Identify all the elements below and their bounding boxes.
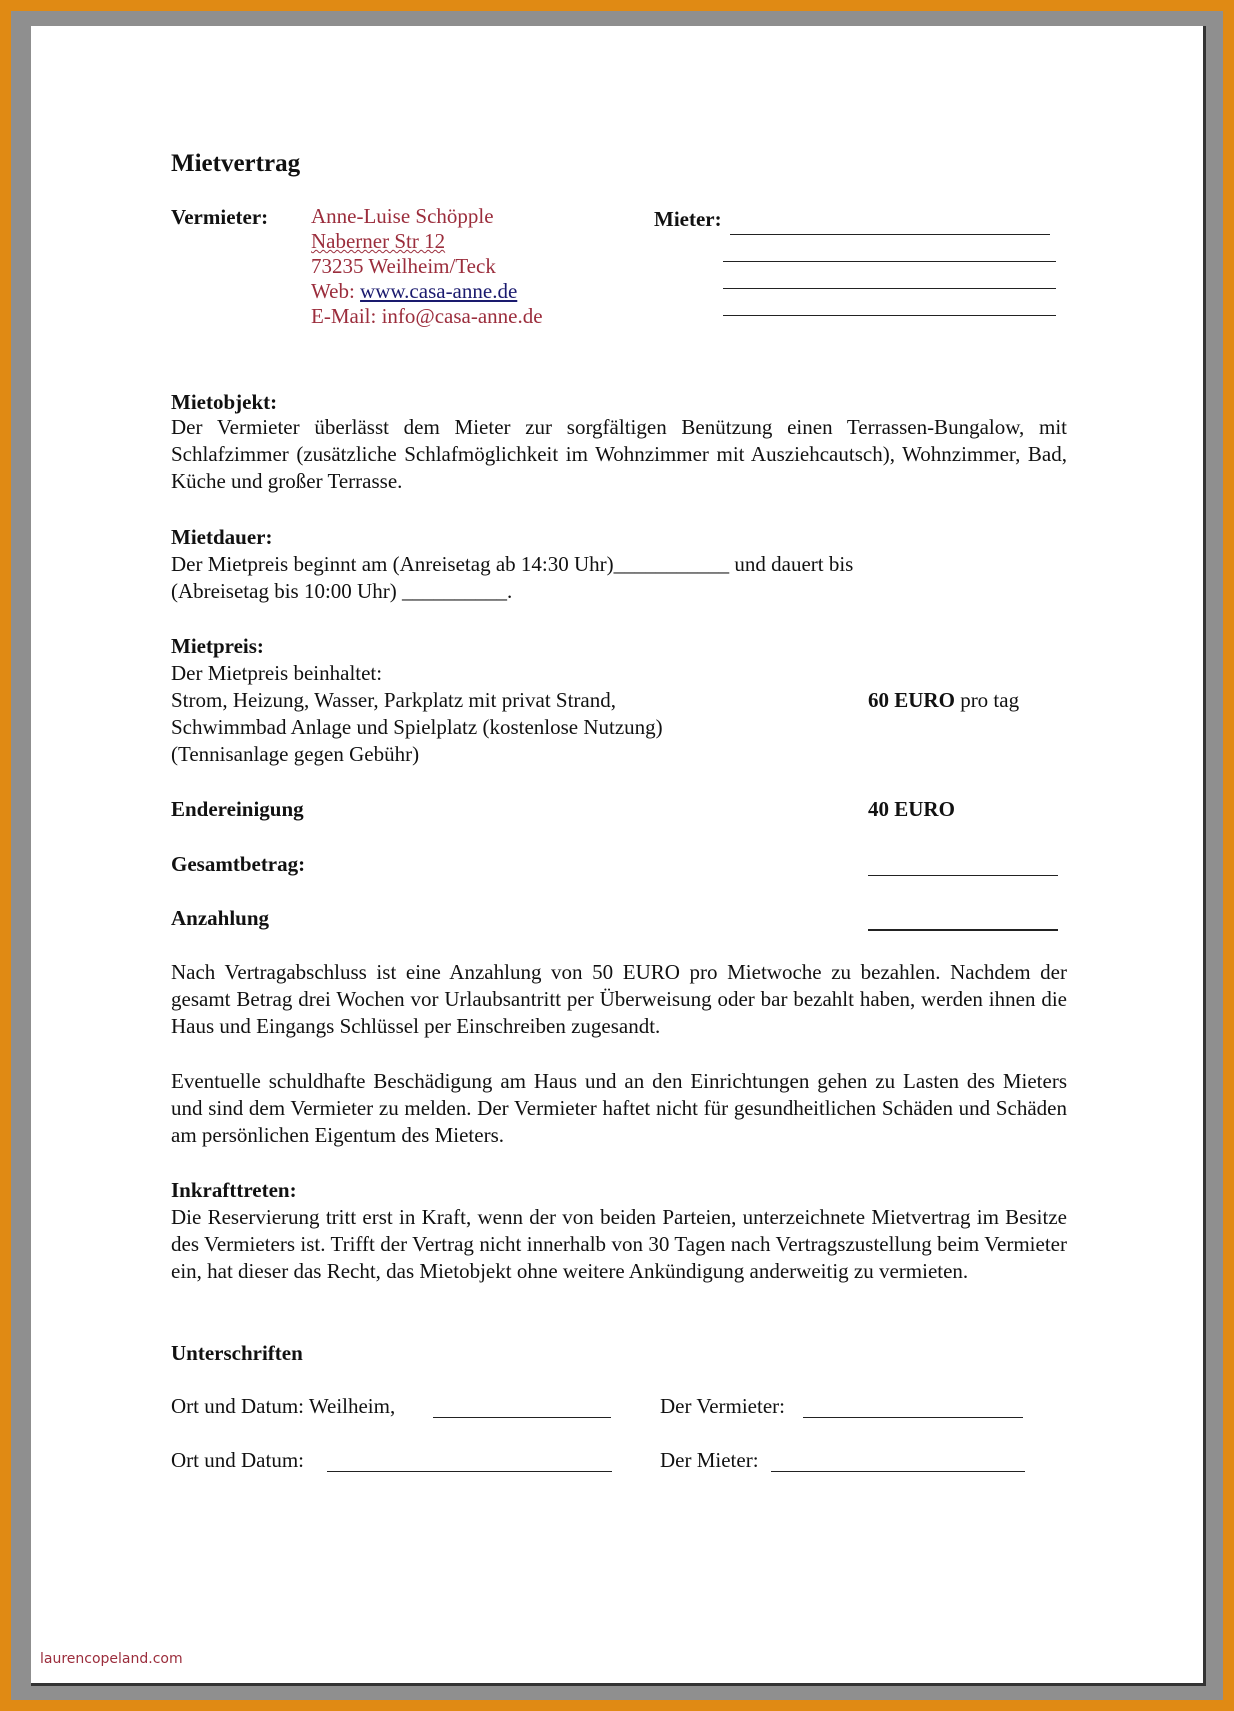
mietpreis-line-1: Der Mietpreis beinhaltet:: [171, 661, 383, 685]
mietdauer-line-1: Der Mietpreis beginnt am (Anreisetag ab 14:30 Uhr)___________ und dauert bis: [171, 552, 854, 576]
vermieter-sign-line: [803, 1417, 1023, 1418]
mietpreis-price: [868, 687, 1019, 714]
mieter-sign-line: [771, 1471, 1025, 1472]
mieter-line-4: [723, 315, 1056, 316]
vermieter-email: E-Mail: info@casa-anne.de: [311, 304, 543, 328]
unterschriften-heading: Unterschriften: [171, 1341, 303, 1365]
ort-datum-1-line: [433, 1417, 611, 1418]
watermark: laurencopeland.com: [40, 1651, 183, 1667]
mietobjekt-heading: Mietobjekt:: [171, 390, 278, 414]
vermieter-web: [311, 278, 517, 305]
mietobjekt-text: Der Vermieter überlässt dem Mieter zur sorgfältigen Benützung einen Terrassen-Bungalow, mit Schlafzimmer (zusätzliche Schlafmöglichkeit im Wohnzimmer mit Ausziehcautsch), Wohnzimmer, Bad, Küche und großer Terrasse.: [171, 415, 1067, 493]
mieter-line-1: [730, 234, 1050, 235]
document-title: Mietvertrag: [171, 150, 301, 177]
vermieter-sign-label: Der Vermieter:: [660, 1394, 785, 1418]
gesamtbetrag-line: [868, 875, 1058, 876]
mieter-line-3: [723, 288, 1056, 289]
endreinigung-value: 40 EURO: [868, 797, 955, 821]
mietpreis-heading: Mietpreis:: [171, 634, 264, 658]
mieter-label: Mieter:: [654, 207, 722, 231]
ort-datum-2-line: [327, 1471, 612, 1472]
anzahlung-line: [868, 929, 1058, 931]
endreinigung-label: Endereinigung: [171, 797, 304, 821]
web-label: Web:: [311, 279, 355, 303]
ort-datum-1: Ort und Datum: Weilheim,: [171, 1394, 396, 1418]
haftung-text: Eventuelle schuldhafte Beschädigung am Haus und an den Einrichtungen gehen zu Lasten des Mieters und sind dem Vermieter zu melden. Der Vermieter haftet nicht für gesundheitlichen Schäden und Schäden am persönlichen Eigentum des Mieters.: [171, 1069, 1067, 1147]
ort-datum-2: Ort und Datum:: [171, 1448, 304, 1472]
vermieter-street: [311, 228, 445, 255]
document-page: [31, 26, 1206, 1686]
mietpreis-line-4: (Tennisanlage gegen Gebühr): [171, 742, 420, 766]
anzahlung-label: Anzahlung: [171, 906, 270, 930]
anzahlung-text: Nach Vertragabschluss ist eine Anzahlung von 50 EURO pro Mietwoche zu bezahlen. Nachdem der gesamt Betrag drei Wochen vor Urlaubsantritt per Überweisung oder bar bezahlt haben, werden ihnen die Haus und Eingangs Schlüssel per Einschreiben zugesandt.: [171, 960, 1067, 1038]
mietdauer-heading: Mietdauer:: [171, 525, 273, 549]
vermieter-street-text: Naberner Str 12: [311, 229, 446, 253]
inkrafttreten-heading: Inkrafttreten:: [171, 1178, 297, 1202]
mietpreis-line-3: Schwimmbad Anlage und Spielplatz (kostenlose Nutzung): [171, 715, 663, 739]
mietdauer-line-2: (Abreisetag bis 10:00 Uhr) __________.: [171, 579, 513, 603]
price-value: 60 EURO: [868, 688, 955, 712]
mieter-sign-label: Der Mieter:: [660, 1448, 759, 1472]
price-unit: pro tag: [954, 688, 1020, 712]
vermieter-name: Anne-Luise Schöpple: [311, 204, 494, 228]
vermieter-label: Vermieter:: [171, 205, 269, 229]
web-link[interactable]: www.casa-anne.de: [360, 279, 518, 303]
inkrafttreten-text: Die Reservierung tritt erst in Kraft, wenn der von beiden Parteien, unterzeichnete Mietvertrag im Besitze des Vermieters ist. Trifft der Vertrag nicht innerhalb von 30 Tagen nach Vertragszustellung beim Vermieter ein, hat dieser das Recht, das Mietobjekt ohne weitere Ankündigung anderweitig zu vermieten.: [171, 1205, 1067, 1283]
vermieter-city: 73235 Weilheim/Teck: [311, 254, 496, 278]
mietpreis-line-2: Strom, Heizung, Wasser, Parkplatz mit privat Strand,: [171, 688, 616, 712]
mieter-line-2: [723, 261, 1056, 262]
gesamtbetrag-label: Gesamtbetrag:: [171, 852, 306, 876]
